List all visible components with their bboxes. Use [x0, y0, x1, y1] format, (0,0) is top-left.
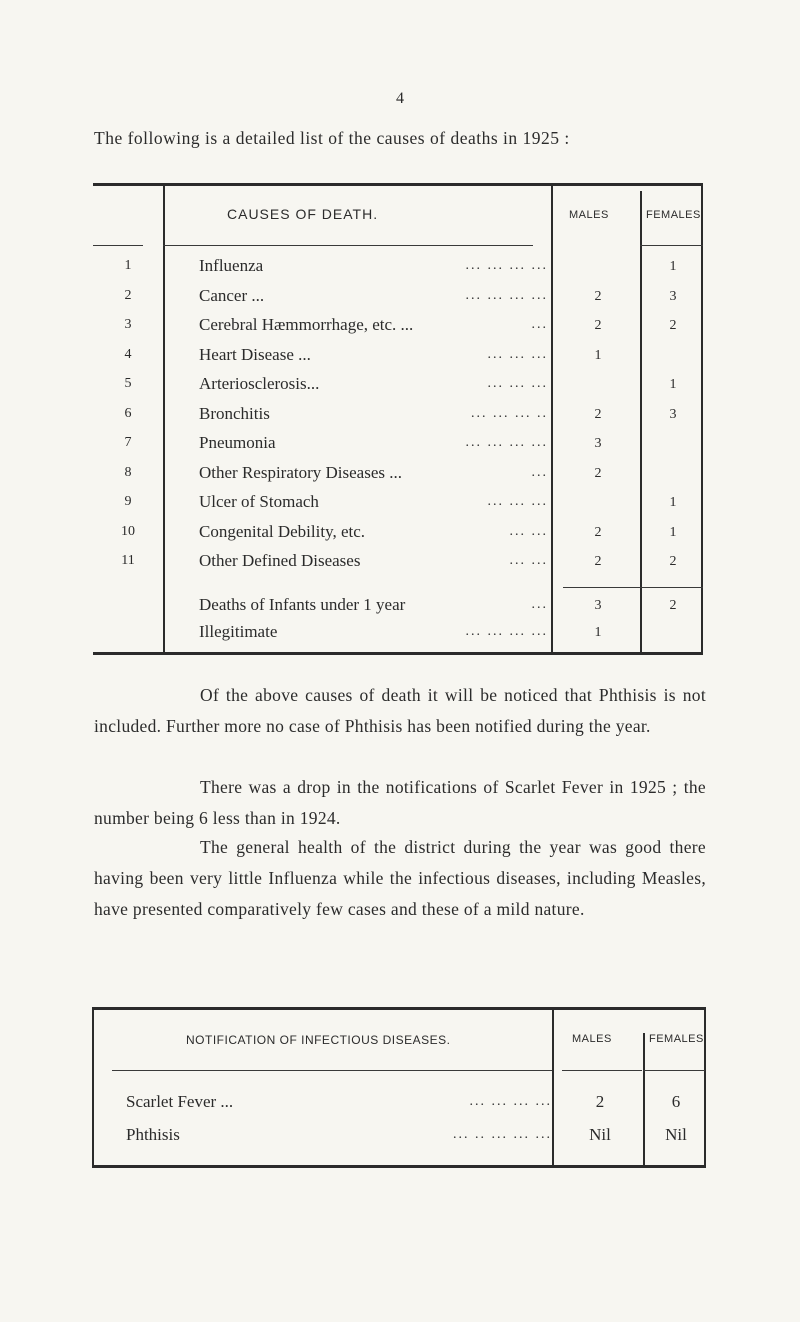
row-number: 8 — [124, 464, 132, 480]
cause-name: Cancer ... — [199, 285, 265, 305]
section-rule — [643, 587, 703, 588]
females-count: 6 — [671, 1092, 681, 1111]
cause-name: Ulcer of Stomach — [199, 492, 319, 511]
intro-line: The following is a detailed list of the causes of deaths in 1925 : — [94, 128, 570, 148]
males-count: 1 — [594, 347, 602, 363]
cause-name: Deaths of Infants under 1 year — [199, 595, 406, 614]
males-count: 2 — [594, 524, 602, 540]
header-rule — [562, 1070, 642, 1071]
cause-name: Heart Disease ... — [199, 344, 311, 364]
table-row — [93, 463, 703, 491]
cause-name: Pneumonia — [199, 433, 276, 452]
table-row — [93, 315, 703, 343]
header-causes: CAUSES OF DEATH. — [227, 206, 379, 222]
row-number: 9 — [124, 494, 132, 509]
row-number: 11 — [121, 553, 135, 568]
table-top-rule — [93, 183, 703, 186]
header-rule — [643, 1070, 705, 1071]
row-number: 7 — [124, 435, 132, 450]
row-number: 4 — [124, 346, 132, 362]
notification-table — [92, 1007, 706, 1168]
page-number: 4 — [396, 90, 404, 107]
header-notification: NOTIFICATION OF INFECTIOUS DISEASES. — [186, 1033, 451, 1047]
males-count: 2 — [594, 288, 602, 304]
males-count: 3 — [594, 598, 602, 613]
header-rule — [112, 1070, 552, 1071]
table-row — [93, 286, 703, 314]
leader-dots: ... ... ... — [487, 346, 548, 362]
females-count: 3 — [669, 406, 677, 422]
males-count: 1 — [594, 625, 602, 640]
table-row — [93, 492, 703, 520]
table-row — [92, 1125, 706, 1155]
paragraph-general-health: The general health of the district during the year was good there having been very little Influenza while the infectious diseases, including Measles, have presented comparatively few cases and these of a mild nature. — [94, 837, 706, 919]
males-count: 2 — [594, 406, 602, 422]
table-bottom-rule — [92, 1165, 706, 1168]
row-number: 3 — [124, 317, 132, 332]
table-row — [93, 522, 703, 550]
paragraph-scarlet-fever: There was a drop in the notifications of Scarlet Fever in 1925 ; the number being 6 less than in 1924. — [94, 777, 706, 828]
females-count: 1 — [669, 524, 677, 540]
cause-name: Other Respiratory Diseases ... — [199, 462, 403, 482]
header-males: MALES — [569, 209, 609, 221]
leader-dots: ... ... — [509, 523, 548, 539]
leader-dots: ... ... — [509, 553, 548, 568]
leader-dots: ... ... ... — [487, 376, 548, 391]
males-count: 2 — [594, 318, 602, 333]
leader-dots: ... ... ... ... — [465, 624, 548, 639]
cause-name: Illegitimate — [199, 622, 278, 641]
row-number: 6 — [124, 405, 132, 421]
section-rule — [563, 587, 643, 588]
leader-dots: ... ... ... ... — [469, 1094, 552, 1109]
paragraph-phthisis: Of the above causes of death it will be noticed that Phthisis is not included. Further more no case of Phthisis has been notified during the year. — [94, 685, 706, 736]
leader-dots: ... — [531, 597, 548, 612]
females-count: 3 — [669, 288, 677, 304]
disease-name: Scarlet Fever ... — [126, 1092, 234, 1111]
causes-of-death-table — [93, 183, 703, 655]
leader-dots: ... ... ... .. — [471, 405, 548, 421]
females-count: 2 — [669, 554, 677, 569]
leader-dots: ... ... ... — [487, 494, 548, 509]
females-count: 1 — [669, 259, 677, 274]
table-row — [92, 1092, 706, 1122]
table-row — [93, 345, 703, 373]
row-number: 10 — [121, 523, 135, 539]
leader-dots: ... — [531, 317, 548, 332]
cause-name: Congenital Debility, etc. — [199, 521, 366, 541]
table-row — [93, 551, 703, 579]
females-count: 2 — [669, 598, 677, 613]
table-row — [93, 404, 703, 432]
cause-name: Arteriosclerosis... — [199, 374, 320, 393]
leader-dots: ... ... ... ... — [465, 287, 548, 303]
table-row — [93, 622, 703, 650]
males-count: 3 — [594, 436, 602, 451]
header-rule — [93, 245, 143, 246]
header-females: FEMALES — [646, 209, 701, 221]
table-row — [93, 256, 703, 284]
table-row — [93, 433, 703, 461]
table-row — [93, 374, 703, 402]
cause-name: Bronchitis — [199, 403, 270, 423]
females-count: Nil — [665, 1125, 687, 1144]
table-bottom-rule — [93, 652, 703, 655]
header-rule — [163, 245, 533, 246]
females-count: 1 — [669, 377, 677, 392]
leader-dots: ... .. ... ... ... — [453, 1127, 552, 1142]
cause-name: Influenza — [199, 256, 264, 275]
table-row — [93, 595, 703, 623]
header-males: MALES — [572, 1033, 612, 1045]
header-rule — [640, 245, 703, 246]
header-females: FEMALES — [649, 1033, 704, 1045]
males-count: 2 — [594, 554, 602, 569]
leader-dots: ... — [531, 464, 548, 480]
males-count: 2 — [594, 465, 602, 481]
males-count: Nil — [589, 1125, 611, 1144]
table-top-rule — [92, 1007, 706, 1010]
row-number: 5 — [124, 376, 132, 391]
leader-dots: ... ... ... ... — [465, 258, 548, 273]
disease-name: Phthisis — [126, 1125, 180, 1144]
row-number: 2 — [124, 287, 132, 303]
cause-name: Cerebral Hæmmorrhage, etc. ... — [199, 315, 414, 334]
males-count: 2 — [595, 1092, 605, 1111]
cause-name: Other Defined Diseases — [199, 551, 361, 570]
row-number: 1 — [124, 258, 132, 273]
leader-dots: ... ... ... ... — [465, 435, 548, 450]
females-count: 2 — [669, 318, 677, 333]
females-count: 1 — [669, 495, 677, 510]
